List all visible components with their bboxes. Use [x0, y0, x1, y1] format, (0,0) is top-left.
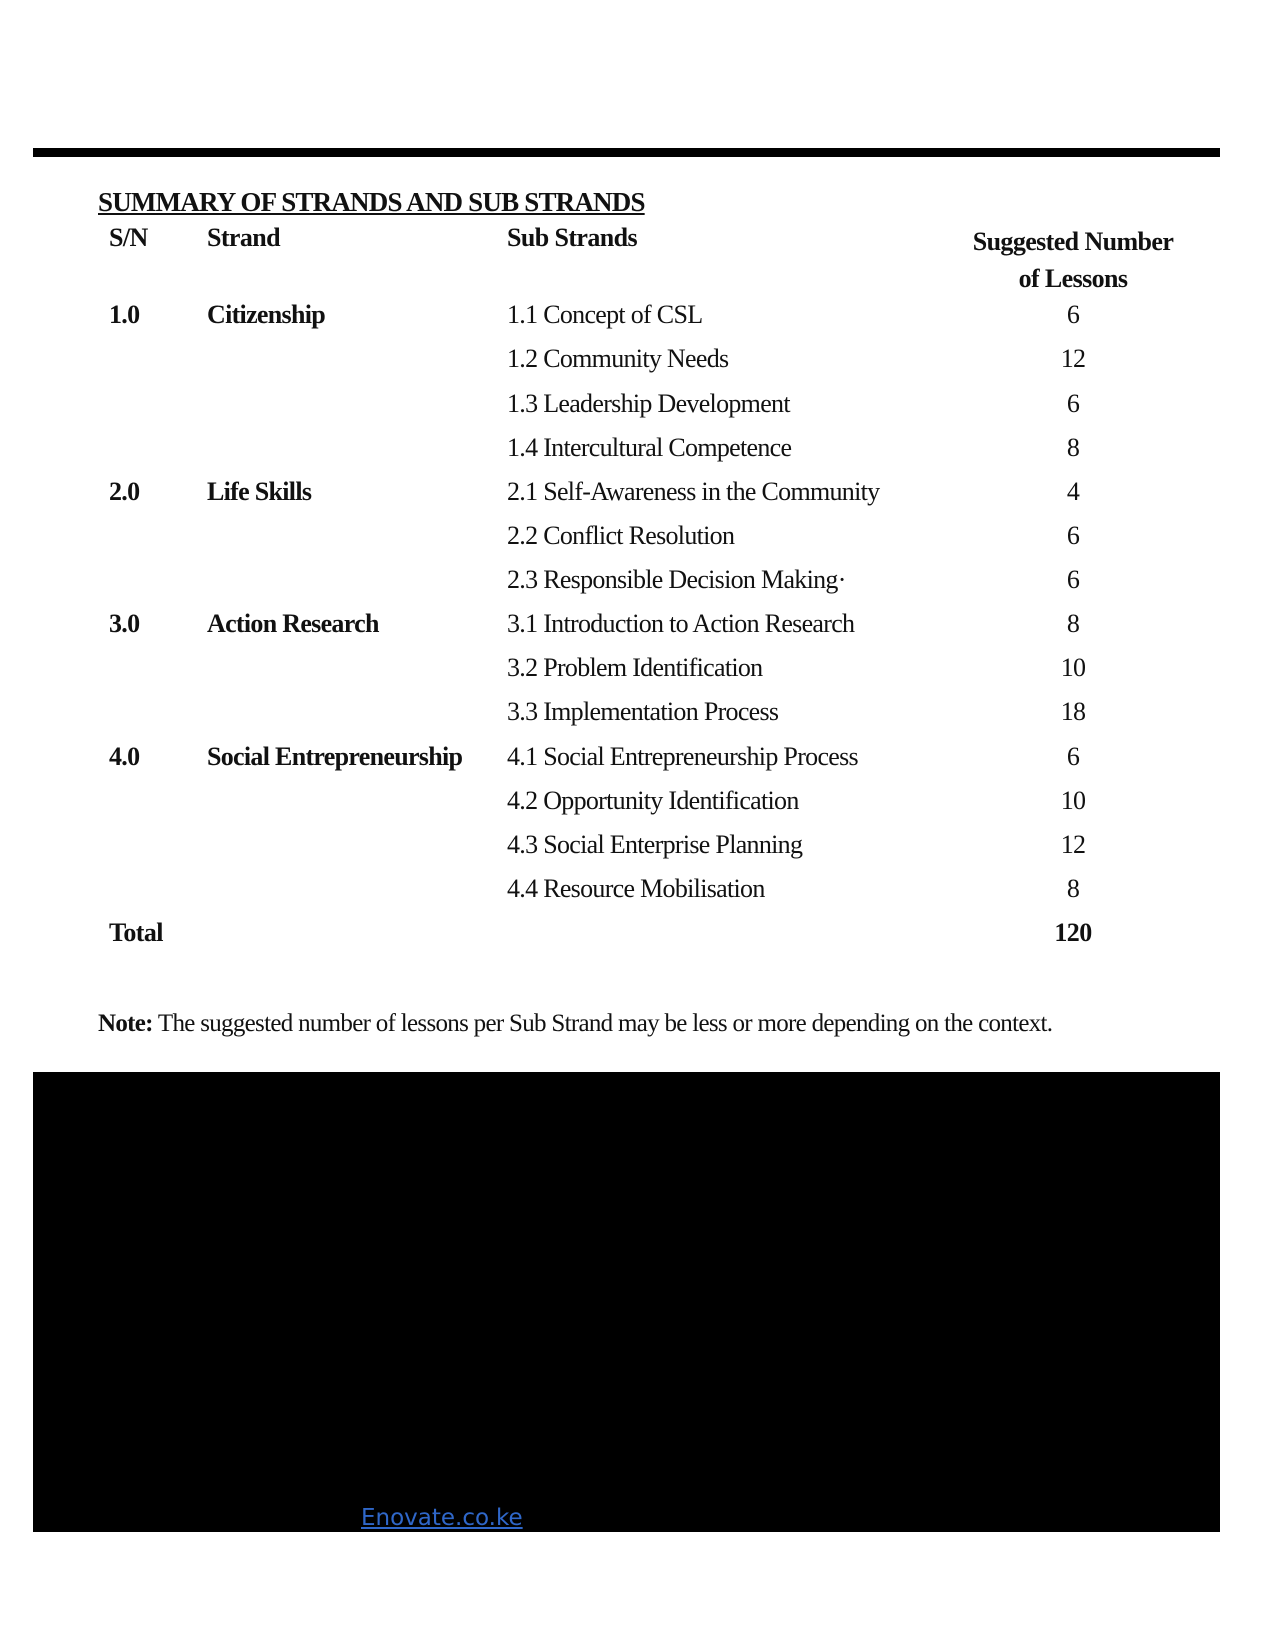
header-suggested-lessons: Suggested Number of Lessons [972, 227, 1174, 293]
row-sub-strand: 2.2 Conflict Resolution [507, 521, 735, 550]
table-row [33, 786, 1220, 830]
row-sub-strand: 1.1 Concept of CSL [507, 300, 703, 329]
row-sub-strand: 1.2 Community Needs [507, 344, 729, 373]
table-row [33, 344, 1220, 388]
row-sub-strand: 1.4 Intercultural Competence [507, 433, 792, 462]
row-lessons: 8 [1066, 433, 1080, 462]
row-strand: Life Skills [207, 477, 312, 506]
row-sn: 1.0 [109, 300, 140, 329]
row-sn: 4.0 [109, 742, 140, 771]
table-row [33, 433, 1220, 477]
row-sub-strand: 4.4 Resource Mobilisation [507, 874, 765, 903]
row-sub-strand: 4.1 Social Entrepreneurship Process [507, 742, 858, 771]
row-lessons: 10 [1060, 653, 1086, 682]
black-block [33, 1072, 1220, 1532]
top-rule [33, 148, 1220, 157]
document-page [33, 157, 1220, 1072]
row-lessons: 6 [1066, 742, 1080, 771]
table-row [33, 300, 1220, 344]
table-row [33, 609, 1220, 653]
row-strand: Citizenship [207, 300, 325, 329]
row-sub-strand: 4.2 Opportunity Identification [507, 786, 799, 815]
row-lessons: 8 [1066, 609, 1080, 638]
row-sub-strand: 3.3 Implementation Process [507, 697, 779, 726]
row-sub-strand: 3.1 Introduction to Action Research [507, 609, 855, 638]
note-label: Note: [98, 1010, 153, 1037]
row-sn: 3.0 [109, 609, 140, 638]
row-lessons: 6 [1066, 521, 1080, 550]
row-lessons: 4 [1066, 477, 1080, 506]
total-label: Total [109, 918, 163, 947]
page-title: SUMMARY OF STRANDS AND SUB STRANDS [98, 187, 645, 217]
table-row [33, 389, 1220, 433]
row-lessons: 6 [1066, 389, 1080, 418]
row-strand: Social Entrepreneurship [207, 742, 463, 771]
row-lessons: 10 [1060, 786, 1086, 815]
row-sn: 2.0 [109, 477, 140, 506]
header-sub-strands: Sub Strands [507, 223, 637, 252]
row-lessons: 12 [1060, 344, 1086, 373]
row-strand: Action Research [207, 609, 379, 638]
row-lessons: 12 [1060, 830, 1086, 859]
row-lessons: 18 [1060, 697, 1086, 726]
table-row [33, 742, 1220, 786]
header-strand: Strand [207, 223, 280, 252]
note-text: The suggested number of lessons per Sub Strand may be less or more depending on the context. [152, 1010, 1053, 1037]
row-sub-strand: 3.2 Problem Identification [507, 653, 763, 682]
table-row [33, 830, 1220, 874]
header-sn: S/N [109, 223, 148, 252]
row-lessons: 8 [1066, 874, 1080, 903]
table-row [33, 521, 1220, 565]
row-sub-strand: 2.3 Responsible Decision Making· [507, 565, 846, 594]
total-value: 120 [1054, 918, 1092, 947]
table-row [33, 477, 1220, 521]
footer-link[interactable]: Enovate.co.ke [361, 1505, 523, 1531]
table-row [33, 697, 1220, 741]
row-lessons: 6 [1066, 300, 1080, 329]
note [98, 1010, 1052, 1038]
row-sub-strand: 1.3 Leadership Development [507, 389, 790, 418]
row-sub-strand: 2.1 Self-Awareness in the Community [507, 477, 880, 506]
table-row [33, 874, 1220, 918]
table-row [33, 565, 1220, 609]
table-row [33, 653, 1220, 697]
row-sub-strand: 4.3 Social Enterprise Planning [507, 830, 803, 859]
row-lessons: 6 [1066, 565, 1080, 594]
